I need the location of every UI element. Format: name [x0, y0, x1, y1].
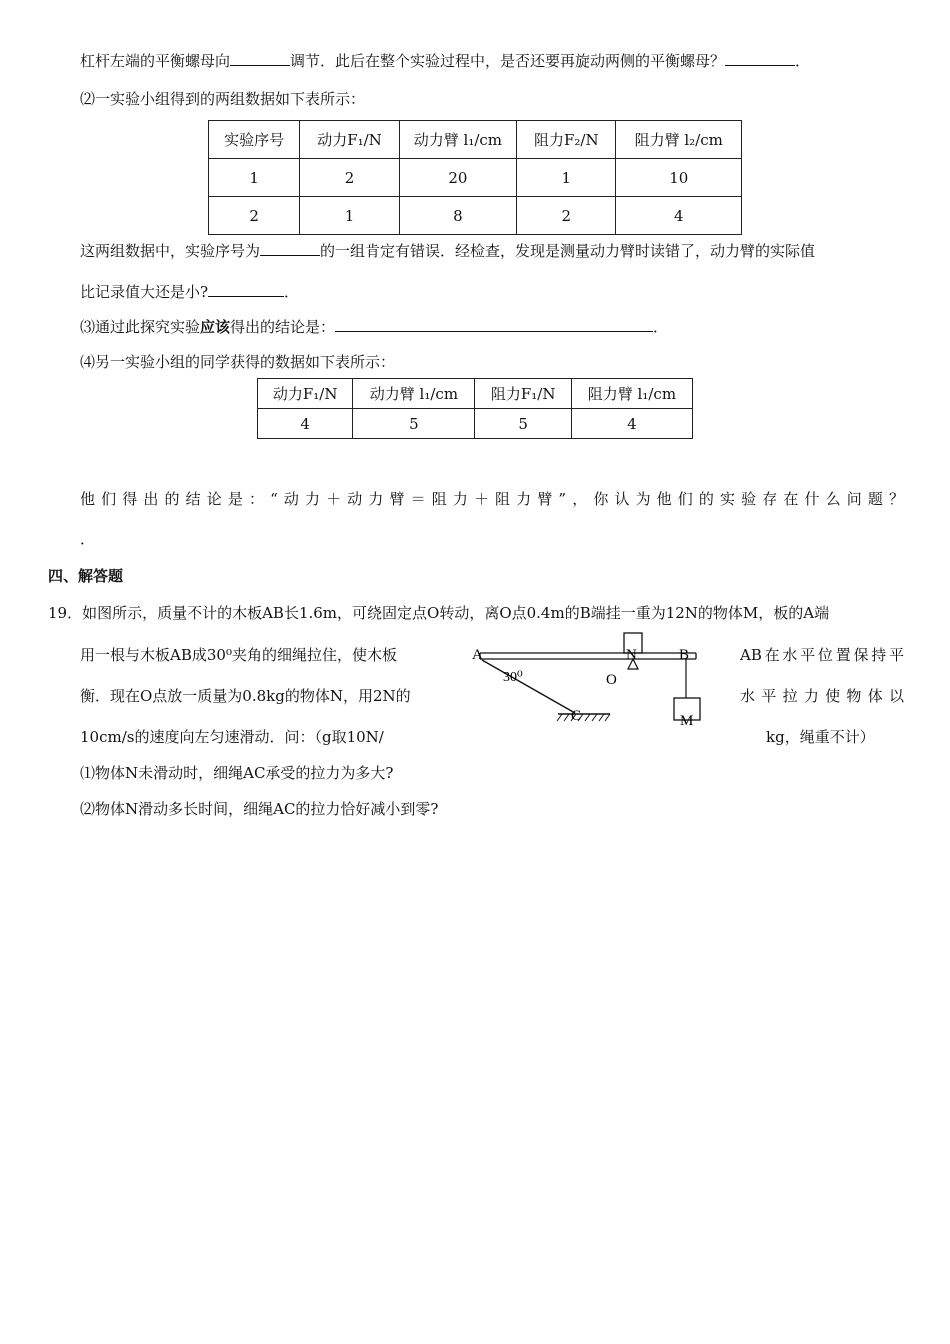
q2-after-text-c: 比记录值大还是小?	[80, 283, 209, 301]
ground-hatch	[557, 714, 610, 721]
q2-after-line-1	[80, 240, 815, 262]
table-cell: 4	[616, 197, 742, 235]
q3-text-bold: 应该	[200, 318, 231, 336]
q19-line-3-left: 衡．现在O点放一质量为0.8kg的物体N，用2N的	[80, 687, 411, 705]
q1-line	[80, 50, 810, 72]
table-cell: 5	[475, 409, 571, 439]
answer-blank-serial[interactable]	[260, 240, 320, 256]
q2-intro: ⑵一实验小组得到的两组数据如下表所示：	[80, 90, 366, 108]
label-angle: 30⁰	[503, 670, 523, 685]
q19-line-1: 19．如图所示，质量不计的木板AB长1.6m，可绕固定点O转动，离O点0.4m的B端挂一重为12N的物体M，板的A端	[48, 604, 830, 622]
experiment-table-1	[208, 120, 742, 235]
q19-line-4-right: kg，绳重不计）	[766, 728, 875, 746]
label-c: C	[571, 708, 582, 724]
q2-after-text-a: 这两组数据中，实验序号为	[80, 242, 261, 260]
q19-line-3-right: 水平拉力使物体以	[740, 687, 904, 705]
table-header-cell: 阻力臂 l₁/cm	[571, 379, 692, 409]
table-header-cell: 阻力F₁/N	[475, 379, 571, 409]
table-cell: 5	[353, 409, 475, 439]
table-cell: 2	[300, 159, 399, 197]
table-header-row	[258, 379, 693, 409]
label-b: B	[679, 647, 690, 663]
q4-period: ．	[80, 530, 96, 548]
table-header-cell: 阻力臂 l₂/cm	[616, 121, 742, 159]
table-header-cell: 动力臂 l₁/cm	[353, 379, 475, 409]
table-cell: 4	[258, 409, 353, 439]
table-header-cell: 实验序号	[209, 121, 300, 159]
q2-after-text-b: 的一组肯定有错误．经检查，发现是测量动力臂时读错了，动力臂的实际值	[320, 242, 816, 260]
table-cell: 10	[616, 159, 742, 197]
table-row	[209, 159, 742, 197]
q19-line-4-left: 10cm/s的速度向左匀速滑动．问：（g取10N/	[80, 728, 384, 746]
q1-text-middle: 调节．此后在整个实验过程中，是否还要再旋动两侧的平衡螺母？	[290, 52, 726, 70]
table-header-cell: 动力臂 l₁/cm	[399, 121, 516, 159]
q3-text-b: 得出的结论是：	[230, 318, 336, 336]
experiment-table-2	[257, 378, 693, 439]
q19-line-2-left: 用一根与木板AB成30⁰夹角的细绳拉住，使木板	[80, 646, 397, 664]
table-cell: 1	[209, 159, 300, 197]
table-cell: 20	[399, 159, 516, 197]
table-header-row	[209, 121, 742, 159]
q4-conclusion: 他们得出的结论是：“动力＋动力臂＝阻力＋阻力臂”，你认为他们的实验存在什么问题？	[80, 490, 904, 508]
table-row	[258, 409, 693, 439]
label-n: N	[626, 647, 637, 663]
q19-sub-question-2: ⑵物体N滑动多长时间，细绳AC的拉力恰好减小到零?	[80, 800, 439, 818]
table-cell: 8	[399, 197, 516, 235]
q3-line	[80, 316, 668, 338]
answer-blank-direction[interactable]	[230, 50, 290, 66]
table-cell: 1	[517, 159, 616, 197]
q2-after-line-2	[80, 281, 299, 303]
table-header-cell: 动力F₁/N	[300, 121, 399, 159]
q3-text-end: ．	[653, 318, 669, 336]
label-a: A	[472, 647, 483, 663]
label-m: M	[680, 713, 694, 729]
section-heading: 四、解答题	[48, 567, 124, 585]
rope-ac	[482, 660, 575, 713]
q19-sub-question-1: ⑴物体N未滑动时，细绳AC承受的拉力为多大?	[80, 764, 394, 782]
answer-blank-conclusion[interactable]	[335, 316, 653, 332]
q3-text-a: ⑶通过此探究实验	[80, 318, 201, 336]
q1-text-end: ．	[795, 52, 811, 70]
table-header-cell: 阻力F₂/N	[517, 121, 616, 159]
table-row	[209, 197, 742, 235]
q1-text-before: 杠杆左端的平衡螺母向	[80, 52, 231, 70]
q19-line-2-right: AB在水平位置保持平	[740, 646, 904, 664]
q4-intro: ⑷另一实验小组的同学获得的数据如下表所示：	[80, 353, 396, 371]
table-cell: 1	[300, 197, 399, 235]
q2-after-text-d: ．	[284, 283, 300, 301]
answer-blank-adjust[interactable]	[725, 50, 795, 66]
lever-diagram	[460, 626, 730, 734]
answer-blank-bigger-smaller[interactable]	[208, 281, 284, 297]
table-cell: 4	[571, 409, 692, 439]
table-cell: 2	[209, 197, 300, 235]
table-header-cell: 动力F₁/N	[258, 379, 353, 409]
table-cell: 2	[517, 197, 616, 235]
label-o: O	[606, 672, 617, 688]
